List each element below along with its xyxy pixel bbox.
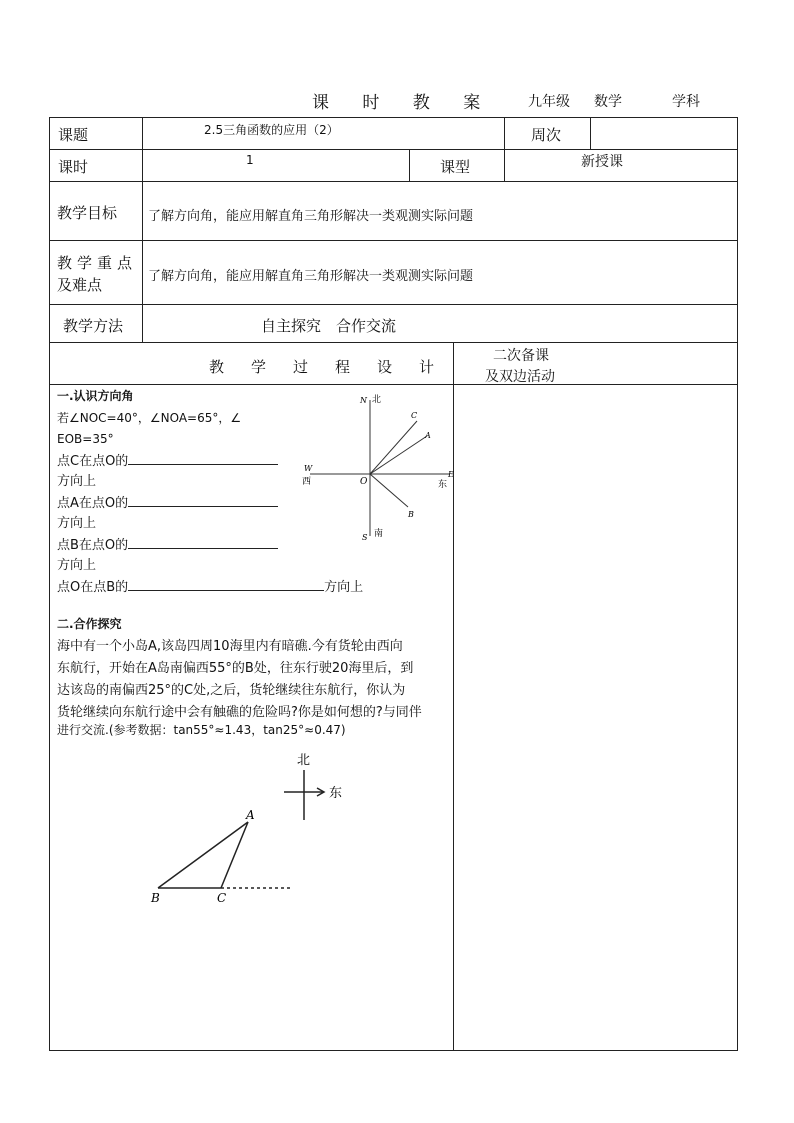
label-south: 南 — [374, 529, 384, 539]
label-n: N — [360, 396, 367, 405]
side-heading-1: 二次备课 — [493, 348, 549, 364]
ray-ob — [370, 474, 408, 507]
week-label: 周次 — [531, 126, 562, 144]
section2-line-2: 东航行，开始在A岛南偏西55°的B处，往东行驶20海里后，到 — [57, 661, 414, 676]
key-label-1: 教学重点 — [57, 254, 138, 272]
section2-line-4: 货轮继续向东航行途中会有触礁的危险吗?你是如何想的?与同伴 — [57, 705, 422, 720]
key-value: 了解方向角，能应用解直角三角形解决一类观测实际问题 — [148, 269, 474, 284]
method-value: 自主探究 合作交流 — [261, 317, 397, 335]
question-a-suffix: 方向上 — [57, 516, 97, 531]
point-a-label: A — [246, 808, 255, 822]
topic-value: 2.5三角函数的应用（2） — [204, 123, 339, 137]
point-c-label: C — [217, 891, 227, 905]
label-e: E — [448, 470, 454, 479]
type-value: 新授课 — [581, 154, 623, 170]
compass-figure — [296, 388, 456, 546]
question-b-suffix: 方向上 — [57, 558, 97, 573]
label-s: S — [362, 533, 368, 542]
question-b: 点B在点O的 — [57, 534, 278, 557]
label-east: 东 — [438, 480, 448, 490]
east-label: 东 — [329, 786, 343, 801]
label-north: 北 — [372, 395, 382, 405]
hours-label: 课时 — [58, 158, 89, 176]
grade-label: 九年级 — [528, 94, 570, 110]
page-title: 课 时 教 案 — [312, 93, 495, 113]
point-b-label: B — [151, 891, 160, 905]
key-label-2: 及难点 — [57, 276, 103, 294]
north-label: 北 — [297, 753, 311, 768]
section1-title: 一.认识方向角 — [57, 389, 134, 403]
section1-given-1: 若∠NOC=40°，∠NOA=65°，∠ — [57, 411, 242, 425]
side-heading-2: 及双边活动 — [485, 369, 555, 385]
label-c: C — [411, 411, 418, 420]
section2-line-5: 进行交流.(参考数据：tan55°≈1.43，tan25°≈0.47) — [57, 723, 346, 737]
hours-value: 1 — [246, 153, 254, 167]
goal-label: 教学目标 — [57, 204, 118, 222]
goal-value: 了解方向角，能应用解直角三角形解决一类观测实际问题 — [148, 209, 474, 224]
subject-label: 数学 — [594, 94, 622, 110]
process-heading: 教 学 过 程 设 计 — [209, 358, 441, 376]
section2-line-3: 达该岛的南偏西25°的C处,之后，货轮继续往东航行，你认为 — [57, 683, 406, 698]
ship-figure — [140, 748, 360, 910]
question-c: 点C在点O的 — [57, 450, 278, 473]
question-a: 点A在点O的 — [57, 492, 278, 515]
section2-line-1: 海中有一个小岛A,该岛四周10海里内有暗礁.今有货轮由西向 — [57, 639, 403, 654]
label-o: O — [360, 477, 368, 487]
section1-given-2: EOB=35° — [57, 432, 114, 446]
label-west: 西 — [302, 477, 312, 487]
section2-title: 二.合作探究 — [57, 617, 122, 631]
question-c-suffix: 方向上 — [57, 474, 97, 489]
method-label: 教学方法 — [63, 317, 124, 335]
type-label: 课型 — [440, 158, 471, 176]
question-o: 点O在点B的 方向上 — [57, 576, 363, 599]
label-b: B — [408, 510, 414, 519]
topic-label: 课题 — [58, 126, 89, 144]
label-a: A — [425, 431, 431, 440]
label-w: W — [304, 464, 313, 473]
subject-suffix: 学科 — [672, 94, 700, 110]
